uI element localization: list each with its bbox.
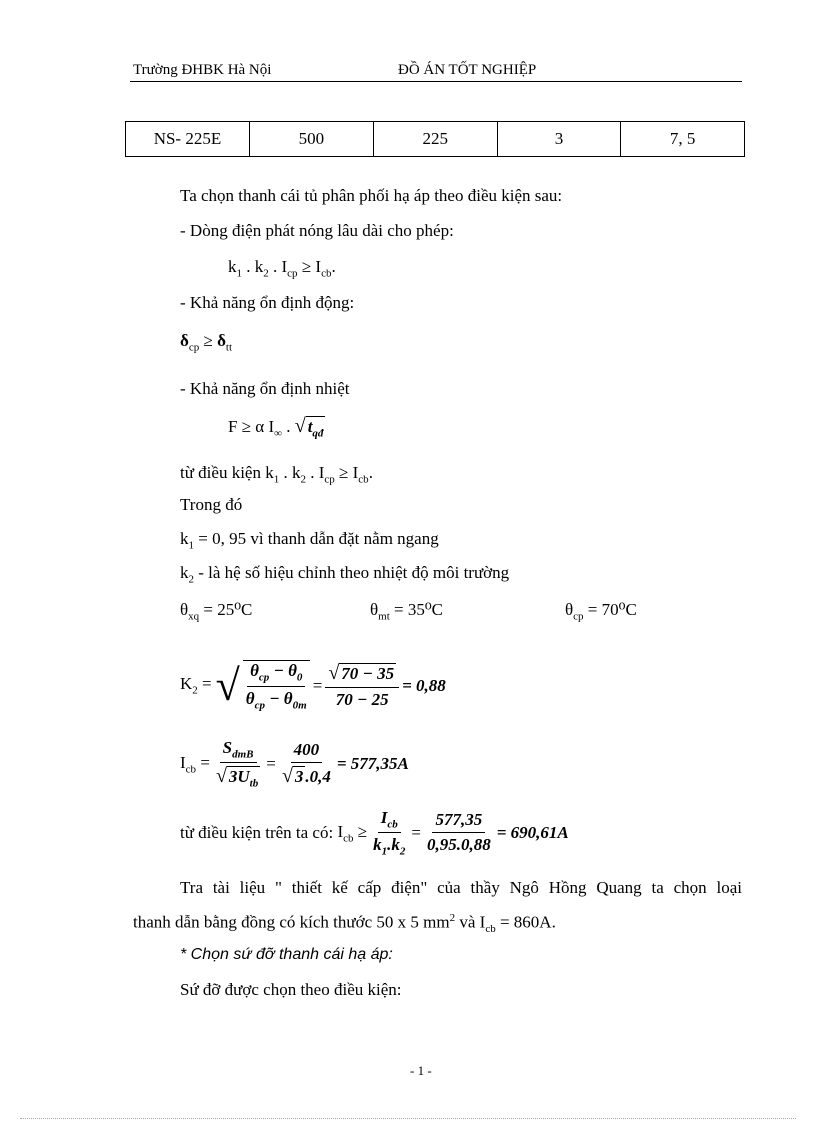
table-cell: NS- 225E [126, 122, 250, 157]
text: = 25⁰C [203, 600, 253, 619]
table-cell: 3 [497, 122, 621, 157]
paragraph: Ta chọn thanh cái tủ phân phối hạ áp theo điều kiện sau: [180, 186, 563, 205]
paragraph: - Khả năng ổn định nhiệt [180, 379, 350, 398]
table-cell: 500 [249, 122, 373, 157]
text: = 690,61A [496, 822, 569, 842]
paragraph: $k_1 = 0$, 95 vì thanh dẫn đặt nằm ngang [180, 529, 439, 552]
section-heading: * Chọn sứ đỡ thanh cái hạ áp: [180, 946, 393, 963]
formula-icb: $I_{cb}$ = $\frac{S_{dmB}}{√ 3U_{tb}}$ = $\frac{400}{√ 3 .0,4}$ = 577,35A [180, 738, 409, 790]
formula-icp: từ điều kiện trên ta có: $I_{cb}$ ≥ $\frac{I_{cb}}{k_1.k_2}$ = $\frac{577,35}{0,95.0,88}$ = 690,61A [180, 808, 569, 858]
paragraph: - Dòng điện phát nóng lâu dài cho phép: [180, 221, 454, 240]
table-cell: 7, 5 [621, 122, 745, 157]
theta-cp: $\theta_{cp} = 70^0C$ [565, 600, 637, 623]
paragraph: Sứ đỡ được chọn theo điều kiện: [180, 980, 402, 999]
text: từ điều kiện [180, 463, 261, 482]
text: = 35⁰C [394, 600, 444, 619]
text: thanh dẫn bằng đồng có kích thước 50 x 5 mm [133, 912, 450, 932]
paragraph: $k_2$ - là hệ số hiệu chỉnh theo nhiệt độ môi trường [180, 563, 510, 586]
paragraph: Trong đó [180, 495, 243, 514]
text: - là hệ số hiệu chỉnh theo nhiệt độ môi trường [198, 563, 510, 582]
table-row [126, 122, 745, 157]
table-cell: 225 [373, 122, 497, 157]
formula-k2: $K_2$ = √ $\frac{\theta_{cp} - \theta_0}{\theta_{cp} - \theta_{0m}}$ = $\frac{√ 70 - 35}{70 - 25}$ = 0,88 [180, 661, 446, 711]
text: = 0, 95 vì thanh dẫn đặt nằm ngang [198, 529, 439, 548]
formula-thermal: F ≥ α $I_\infty$ . √ $t_{qđ}$ [228, 415, 324, 440]
header-rule [130, 81, 742, 82]
page-edge [20, 1118, 796, 1119]
spec-table [125, 121, 745, 157]
theta-mt: $\theta_{mt} = 35^0C$ [370, 600, 444, 623]
page-number: - 1 - [410, 1063, 432, 1078]
paragraph: Tra tài liệu " thiết kế cấp điện" của thầy Ngô Hồng Quang ta chọn loại [180, 878, 742, 897]
paragraph: thanh dẫn bằng đồng có kích thước 50 x 5 $mm^2$ và $I_{cb} = 860A$. [133, 912, 556, 936]
text: = 860A. [499, 912, 556, 932]
formula-dynamic: $\delta_{cp} \ge \delta_{tt}$ [180, 331, 233, 354]
header-left: Trường ĐHBK Hà Nội [133, 62, 272, 78]
theta-xq: $\theta_{xq} = 25^0C$ [180, 600, 253, 623]
formula-condition-current: $k_1$ . $k_2$ . $I_{cp} \ge I_{cb}$. [228, 257, 336, 280]
header-title: ĐỒ ÁN TỐT NGHIỆP [398, 62, 537, 78]
text: = 577,35A [336, 753, 409, 773]
text: = 70⁰C [587, 600, 637, 619]
text: từ điều kiện trên ta có: [180, 822, 334, 842]
paragraph: - Khả năng ổn định động: [180, 293, 355, 312]
paragraph: từ điều kiện $k_1$ . $k_2$ . $I_{cp} \ge I_{cb}$. [180, 463, 373, 486]
text: = 0,88 [402, 675, 446, 695]
